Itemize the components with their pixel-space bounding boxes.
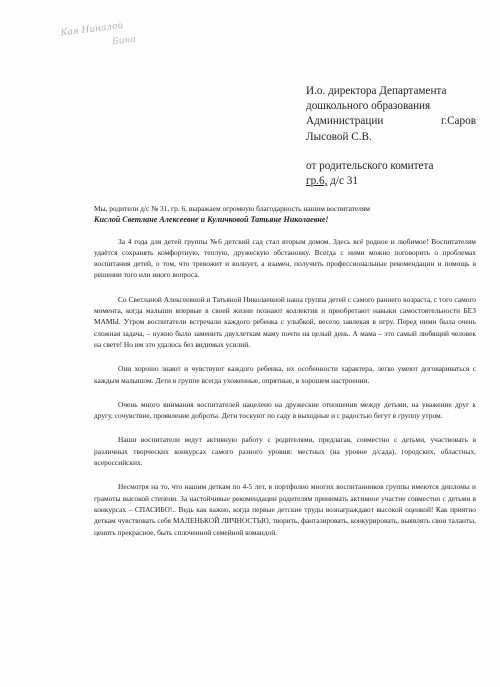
letter-paragraph: Очень много внимания воспитателей нацелено на дружеские отношения между детьми, на уважение друг к другу, сочувствие, проявление доброты. Дети тоскуют по саду в выходные и с радостью бегут в группу утром. [94,399,476,421]
letter-paragraph: Они хорошо знают и чувствуют каждого ребенка, их особенности характера, легко умеют договариваться с каждым малышом. Дети в группе всегда ухоженные, опрятные, в хорошем настроении. [94,364,476,385]
sender-line: от родительского комитета [306,159,434,172]
letter-honorees: Кислой Светлане Алексеевне и Куличковой Татьяне Николаевне! [94,215,329,225]
addressee-name: Лысовой С.В. [306,130,372,143]
addressee-block [306,84,476,189]
sender-block [306,159,476,189]
letter-body [94,203,476,538]
letter-paragraph: Наши воспитатели ведут активную работу с родителями, предлагая, совместно с детьми, участвовать в различных творческих конкурсах самого разного уровня: местных (на уровне д/сада), городских, областных, всероссийских. [94,435,476,468]
letter-paragraph: Несмотря на то, что нашим деткам по 4-5 лет, в портфолио многих воспитанников группы имеются дипломы и грамоты высокой степени. За настойчивые рекомендации родителям принимать активное участие совместно с детьми в конкурсах – СПАСИБО!.. Ведь как важно, когда первые детские труды вознаграждают высокой оценкой! Как приятно деткам чувствовать себя МАЛЕНЬКОЙ ЛИЧНОСТЬЮ, творить, фантазировать, конкурировать, выявлять свои таланты, ценить прекрасное, быть сплоченной семейной командой. [94,482,476,537]
letter-intro: Мы, родители д/с № 31, гр. 6, выражаем огромную благодарность нашим воспитателям [94,204,370,213]
handwritten-note-line: Кая Ниналой [60,20,124,39]
letter-paragraph: За 4 года для детей группы №6 детский сад стал вторым домом. Здесь всё родное и любимое! Воспитателям удаётся сохранять комфортную, теплую, дружескую обстановку. Всегда с ними можно поговорить о проблемах воспитания детей, о том, что тревожит и волнует, а взамен, получить профессиональные рекомендации и помощь в решении того или иного вопроса. [94,236,476,280]
addressee-line: дошкольного образования [306,100,431,113]
addressee-line [306,114,476,129]
addressee-org: Администрации [306,115,384,128]
sender-line [306,174,476,189]
sender-kindergarten: д/с 31 [327,175,358,188]
addressee-city: г.Саров [440,115,476,128]
handwritten-note-line: Бина [111,34,137,48]
handwritten-note [60,10,204,71]
letter-paragraph: Со Светланой Алексеевной и Татьяной Николаевной наша группа детей с самого раннего возраста, с того самого момента, когда малыши впервые в своей жизни познают коллектив и приобретают навыки самостоятельности БЕЗ МАМЫ. Утром воспитатели встречали каждого ребенка с улыбкой, весело завлекая в игру. Перед ними была очень сложная задача, – нужно было заменить двухлеткам маму почти на целый день. А мама – это самый любящий человек на свете! Но им это удалось без видимых усилий. [94,294,476,349]
addressee-line: И.о. директора Департамента [306,85,447,97]
sender-group: гр.6, [306,175,328,188]
